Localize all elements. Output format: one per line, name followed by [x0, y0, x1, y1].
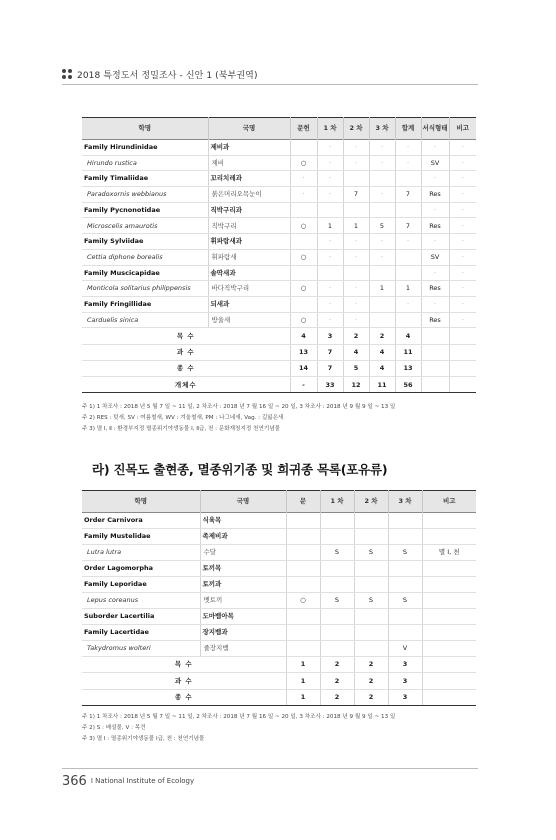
table-cell: Family Muscicapidae — [82, 265, 208, 281]
table-cell: Res — [421, 281, 449, 297]
table-cell — [395, 312, 421, 328]
table-cell — [290, 202, 317, 218]
table-cell — [388, 561, 422, 577]
table-cell — [422, 561, 476, 577]
summary-cell: 1 — [286, 657, 320, 673]
table-cell — [354, 561, 388, 577]
table-cell: Family Timaliidae — [82, 171, 208, 187]
summary-cell: 2 — [320, 689, 354, 705]
summary-cell: 2 — [354, 689, 388, 705]
table-cell: Microscelis amaurotis — [82, 218, 208, 234]
section-title: 라) 진목도 출현종, 멸종위기종 및 희귀종 목록(포유류) — [92, 462, 388, 477]
species-row — [82, 187, 476, 203]
column-header: 비고 — [449, 118, 476, 140]
column-header: 1 차 — [320, 491, 354, 513]
table-cell: · — [343, 234, 369, 250]
summary-cell: 3 — [388, 657, 422, 673]
table-cell: · — [343, 312, 369, 328]
table-cell: · — [343, 296, 369, 312]
table-cell: · — [317, 155, 343, 171]
summary-cell — [449, 344, 476, 360]
summary-cell: - — [290, 377, 317, 393]
table-cell: Res — [421, 187, 449, 203]
table-cell: Paradoxornis webbianus — [82, 187, 208, 203]
column-header: 2 차 — [354, 491, 388, 513]
table-cell: 붉은머리오목눈이 — [208, 187, 290, 203]
column-header: 2 차 — [343, 118, 369, 140]
table-cell: S — [320, 593, 354, 609]
table-cell: 1 — [343, 218, 369, 234]
summary-label: 종 수 — [82, 360, 290, 376]
taxon-group-row — [82, 577, 476, 593]
table-cell: Cettia diphone borealis — [82, 249, 208, 265]
running-header — [62, 66, 478, 82]
table-cell: V — [388, 641, 422, 657]
table-cell: · — [421, 202, 449, 218]
summary-label: 과 수 — [82, 673, 286, 689]
table-cell — [320, 513, 354, 529]
table-cell — [343, 265, 369, 281]
table-cell: Res — [421, 218, 449, 234]
taxon-group-row — [82, 625, 476, 641]
species-row — [82, 545, 476, 561]
table-cell: 되새과 — [208, 296, 290, 312]
table-cell: S — [320, 545, 354, 561]
table-cell — [422, 593, 476, 609]
table-cell — [369, 296, 395, 312]
table-cell: 방울새 — [208, 312, 290, 328]
summary-cell: 11 — [369, 377, 395, 393]
summary-cell — [449, 328, 476, 344]
table-cell: Lepus coreanus — [82, 593, 200, 609]
column-header: 서식형태 — [421, 118, 449, 140]
footnote: 주 2) RES : 텃새, SV : 여름철새, WV : 겨울철새, PM : 나그네새, Vag. : 길잃은새 — [82, 415, 284, 421]
summary-cell — [421, 377, 449, 393]
summary-row — [82, 657, 476, 673]
table-cell — [422, 625, 476, 641]
table-cell: · — [369, 155, 395, 171]
table-cell — [354, 641, 388, 657]
species-row — [82, 249, 476, 265]
table-cell: Carduelis sinica — [82, 312, 208, 328]
species-row — [82, 641, 476, 657]
table-cell: Hirundo rustica — [82, 155, 208, 171]
summary-row — [82, 344, 476, 360]
summary-label: 개체수 — [82, 377, 290, 393]
table-cell — [317, 202, 343, 218]
table-cell: Suborder Lacertilia — [82, 609, 200, 625]
table-cell — [290, 234, 317, 250]
table-cell — [395, 171, 421, 187]
summary-cell — [422, 689, 476, 705]
table-cell — [422, 609, 476, 625]
column-header: 비고 — [422, 491, 476, 513]
table-cell: · — [395, 234, 421, 250]
table-cell — [317, 265, 343, 281]
summary-cell: 12 — [343, 377, 369, 393]
table-cell: 장지뱀과 — [200, 625, 286, 641]
table-cell: Family Lacertidae — [82, 625, 200, 641]
footer-text: I National Institute of Ecology — [90, 777, 195, 785]
footnote: 주 1) 1 차조사 : 2018 년 5 월 7 일 ~ 11 일, 2 차조사 : 2018 년 7 월 16 일 ~ 20 일, 3 차조사 : 2018 년 9 월 9 일 ~ 13 일 — [82, 404, 396, 410]
summary-cell: 2 — [369, 328, 395, 344]
table-header-row — [82, 118, 476, 140]
table-cell — [422, 529, 476, 545]
table-cell — [354, 513, 388, 529]
header-divider — [62, 84, 478, 85]
table-cell: ○ — [290, 281, 317, 297]
table-cell — [395, 249, 421, 265]
column-header: 학명 — [82, 118, 208, 140]
table-cell — [320, 561, 354, 577]
table-cell: · — [343, 140, 369, 156]
table-cell: · — [317, 312, 343, 328]
summary-cell: 2 — [354, 673, 388, 689]
table-cell — [422, 641, 476, 657]
table-cell: 7 — [343, 187, 369, 203]
table-cell: Res — [421, 312, 449, 328]
table-cell: · — [395, 296, 421, 312]
taxon-group-row — [82, 140, 476, 156]
table-cell — [286, 513, 320, 529]
table-cell: Lutra lutra — [82, 545, 200, 561]
table-cell: · — [395, 140, 421, 156]
table-cell: · — [449, 312, 476, 328]
summary-row — [82, 360, 476, 376]
table-cell: · — [369, 140, 395, 156]
table-cell — [388, 609, 422, 625]
table-cell — [343, 171, 369, 187]
table-cell: · — [395, 155, 421, 171]
table-cell: SV — [421, 155, 449, 171]
species-row — [82, 593, 476, 609]
table-cell: Family Fringillidae — [82, 296, 208, 312]
table-cell: · — [317, 140, 343, 156]
table-cell — [286, 577, 320, 593]
summary-row — [82, 377, 476, 393]
table-cell — [286, 625, 320, 641]
table-cell: 족제비과 — [200, 529, 286, 545]
table-cell: · — [317, 249, 343, 265]
taxon-group-row — [82, 171, 476, 187]
table-cell — [388, 529, 422, 545]
table-cell — [290, 265, 317, 281]
table-cell: · — [449, 187, 476, 203]
table-cell: 식육목 — [200, 513, 286, 529]
summary-cell — [422, 673, 476, 689]
summary-row — [82, 328, 476, 344]
footnote: 주 2) S : 배설물, V : 목견 — [82, 725, 146, 731]
summary-cell: 4 — [395, 328, 421, 344]
summary-cell: 33 — [317, 377, 343, 393]
table-cell: 줄장지뱀 — [200, 641, 286, 657]
table-cell — [388, 625, 422, 641]
table-cell: 휘파람새 — [208, 249, 290, 265]
table-cell: · — [343, 155, 369, 171]
taxon-group-row — [82, 529, 476, 545]
summary-cell: 2 — [343, 328, 369, 344]
table-cell — [369, 171, 395, 187]
table-cell — [320, 641, 354, 657]
summary-cell — [421, 360, 449, 376]
table-cell: 수달 — [200, 545, 286, 561]
table-cell: 제비과 — [208, 140, 290, 156]
table-cell: 멸 Ⅰ, 천 — [422, 545, 476, 561]
column-header: 합계 — [395, 118, 421, 140]
table-cell: 바다직박구리 — [208, 281, 290, 297]
table-cell: · — [317, 281, 343, 297]
taxon-group-row — [82, 561, 476, 577]
table-cell — [369, 265, 395, 281]
summary-label: 과 수 — [82, 344, 290, 360]
species-row — [82, 155, 476, 171]
table-cell — [286, 609, 320, 625]
table-cell — [354, 577, 388, 593]
summary-cell: 7 — [317, 344, 343, 360]
footnote: 주 3) 멸 Ⅰ, Ⅱ : 환경부지정 멸종위기야생동물 Ⅰ, Ⅱ급, 천 : 문화재청지정 천연기념물 — [82, 426, 281, 432]
table-cell: S — [388, 593, 422, 609]
header-title: 2018 특정도서 정밀조사 - 신안 1 (북부권역) — [77, 70, 258, 81]
summary-cell — [421, 328, 449, 344]
table-cell: · — [290, 171, 317, 187]
page-number: 366 — [62, 773, 87, 789]
species-row — [82, 281, 476, 297]
taxon-group-row — [82, 234, 476, 250]
table-cell: Family Pycnonotidae — [82, 202, 208, 218]
summary-cell: 56 — [395, 377, 421, 393]
birds-table — [82, 117, 476, 393]
summary-cell: 14 — [290, 360, 317, 376]
table-cell: 직박구리 — [208, 218, 290, 234]
table-cell: 직박구리과 — [208, 202, 290, 218]
summary-label: 목 수 — [82, 328, 290, 344]
table-cell — [354, 625, 388, 641]
table-cell: · — [421, 140, 449, 156]
table-cell: · — [449, 296, 476, 312]
footnote: 주 1) 1 차조사 : 2018 년 5 월 7 일 ~ 11 일, 2 차조사 : 2018 년 7 월 16 일 ~ 20 일, 3 차조사 : 2018 년 9 월 9 일 ~ 13 일 — [82, 714, 396, 720]
table-cell: · — [421, 265, 449, 281]
table-cell: S — [388, 545, 422, 561]
species-row — [82, 218, 476, 234]
taxon-group-row — [82, 296, 476, 312]
summary-cell: 5 — [343, 360, 369, 376]
summary-cell: 3 — [388, 689, 422, 705]
table-cell: 솔딱새과 — [208, 265, 290, 281]
table-cell: 7 — [395, 187, 421, 203]
table-cell: Family Sylviidae — [82, 234, 208, 250]
table-cell: Order Lagomorpha — [82, 561, 200, 577]
table-cell — [286, 561, 320, 577]
table-cell — [369, 312, 395, 328]
column-header: 3 차 — [388, 491, 422, 513]
taxon-group-row — [82, 513, 476, 529]
table-cell: · — [449, 281, 476, 297]
summary-cell: 2 — [354, 657, 388, 673]
table-cell — [290, 140, 317, 156]
page-footer — [62, 773, 194, 789]
birds-notes — [82, 402, 478, 435]
summary-cell — [449, 377, 476, 393]
table-cell: · — [421, 171, 449, 187]
table-cell: Takydromus wolteri — [82, 641, 200, 657]
table-cell: · — [421, 234, 449, 250]
table-cell: 5 — [369, 218, 395, 234]
table-cell: 1 — [395, 281, 421, 297]
summary-label: 종 수 — [82, 689, 286, 705]
summary-cell: 4 — [369, 360, 395, 376]
table-cell — [388, 577, 422, 593]
mammal-notes — [82, 712, 478, 745]
column-header: 문헌 — [290, 118, 317, 140]
table-cell: Monticola solitarius philippensis — [82, 281, 208, 297]
summary-cell: 2 — [320, 673, 354, 689]
table-cell — [395, 202, 421, 218]
table-cell: 제비 — [208, 155, 290, 171]
table-cell: Family Hirundinidae — [82, 140, 208, 156]
table-cell: S — [354, 593, 388, 609]
column-header: 3 차 — [369, 118, 395, 140]
table-cell: · — [449, 234, 476, 250]
column-header: 국명 — [208, 118, 290, 140]
summary-cell: 4 — [290, 328, 317, 344]
summary-cell: 2 — [320, 657, 354, 673]
table-cell: 멧토끼 — [200, 593, 286, 609]
column-header: 학명 — [82, 491, 200, 513]
table-cell: · — [421, 296, 449, 312]
table-cell — [388, 513, 422, 529]
summary-cell: 4 — [343, 344, 369, 360]
table-cell — [286, 529, 320, 545]
table-cell — [343, 202, 369, 218]
table-cell: · — [290, 187, 317, 203]
column-header: 국명 — [200, 491, 286, 513]
summary-cell — [421, 344, 449, 360]
table-cell — [320, 577, 354, 593]
mammal-table — [82, 490, 476, 706]
table-cell: · — [369, 249, 395, 265]
table-cell: 7 — [395, 218, 421, 234]
summary-cell: 1 — [286, 673, 320, 689]
table-cell: ○ — [290, 218, 317, 234]
table-cell — [290, 296, 317, 312]
table-cell: ○ — [290, 155, 317, 171]
summary-cell: 13 — [395, 360, 421, 376]
table-cell: Family Mustelidae — [82, 529, 200, 545]
column-header: 1 차 — [317, 118, 343, 140]
table-cell — [354, 609, 388, 625]
table-cell — [395, 265, 421, 281]
table-cell: S — [354, 545, 388, 561]
taxon-group-row — [82, 609, 476, 625]
table-cell — [354, 529, 388, 545]
table-cell — [422, 513, 476, 529]
summary-row — [82, 689, 476, 705]
table-cell: · — [369, 187, 395, 203]
table-cell: · — [449, 171, 476, 187]
summary-cell: 3 — [317, 328, 343, 344]
table-cell: 토끼과 — [200, 577, 286, 593]
table-cell: 토끼목 — [200, 561, 286, 577]
table-header-row — [82, 491, 476, 513]
table-cell: 도마뱀아목 — [200, 609, 286, 625]
taxon-group-row — [82, 202, 476, 218]
dots-icon — [62, 69, 72, 79]
table-cell: Order Carnivora — [82, 513, 200, 529]
table-cell: 1 — [317, 218, 343, 234]
table-cell: · — [449, 202, 476, 218]
table-cell: · — [369, 234, 395, 250]
summary-cell — [449, 360, 476, 376]
footnote: 주 3) 멸 Ⅰ : 멸종위기야생동물 Ⅰ급, 천 : 천연기념물 — [82, 736, 205, 742]
summary-cell: 1 — [286, 689, 320, 705]
table-cell: ○ — [290, 249, 317, 265]
table-cell — [422, 577, 476, 593]
table-cell: · — [449, 155, 476, 171]
footer-divider — [62, 768, 478, 769]
table-cell: · — [449, 218, 476, 234]
table-cell — [286, 545, 320, 561]
summary-cell: 11 — [395, 344, 421, 360]
table-cell: · — [449, 140, 476, 156]
column-header: 문 — [286, 491, 320, 513]
table-cell: · — [317, 234, 343, 250]
table-cell: 1 — [369, 281, 395, 297]
table-cell: 꼬리치레과 — [208, 171, 290, 187]
species-row — [82, 312, 476, 328]
taxon-group-row — [82, 265, 476, 281]
table-cell — [320, 609, 354, 625]
table-cell: · — [449, 265, 476, 281]
table-cell — [286, 641, 320, 657]
summary-cell: 7 — [317, 360, 343, 376]
summary-cell: 4 — [369, 344, 395, 360]
table-cell — [369, 202, 395, 218]
table-cell: SV — [421, 249, 449, 265]
table-cell: · — [343, 281, 369, 297]
summary-label: 목 수 — [82, 657, 286, 673]
table-cell: ○ — [286, 593, 320, 609]
table-cell: · — [343, 249, 369, 265]
table-cell — [320, 625, 354, 641]
table-cell: · — [317, 296, 343, 312]
summary-row — [82, 673, 476, 689]
summary-cell: 13 — [290, 344, 317, 360]
table-cell: Family Leporidae — [82, 577, 200, 593]
summary-cell: 3 — [388, 673, 422, 689]
table-cell: ○ — [290, 312, 317, 328]
summary-cell — [422, 657, 476, 673]
table-cell: 휘파람새과 — [208, 234, 290, 250]
table-cell: · — [317, 171, 343, 187]
table-cell: · — [449, 249, 476, 265]
table-cell: · — [317, 187, 343, 203]
table-cell — [320, 529, 354, 545]
